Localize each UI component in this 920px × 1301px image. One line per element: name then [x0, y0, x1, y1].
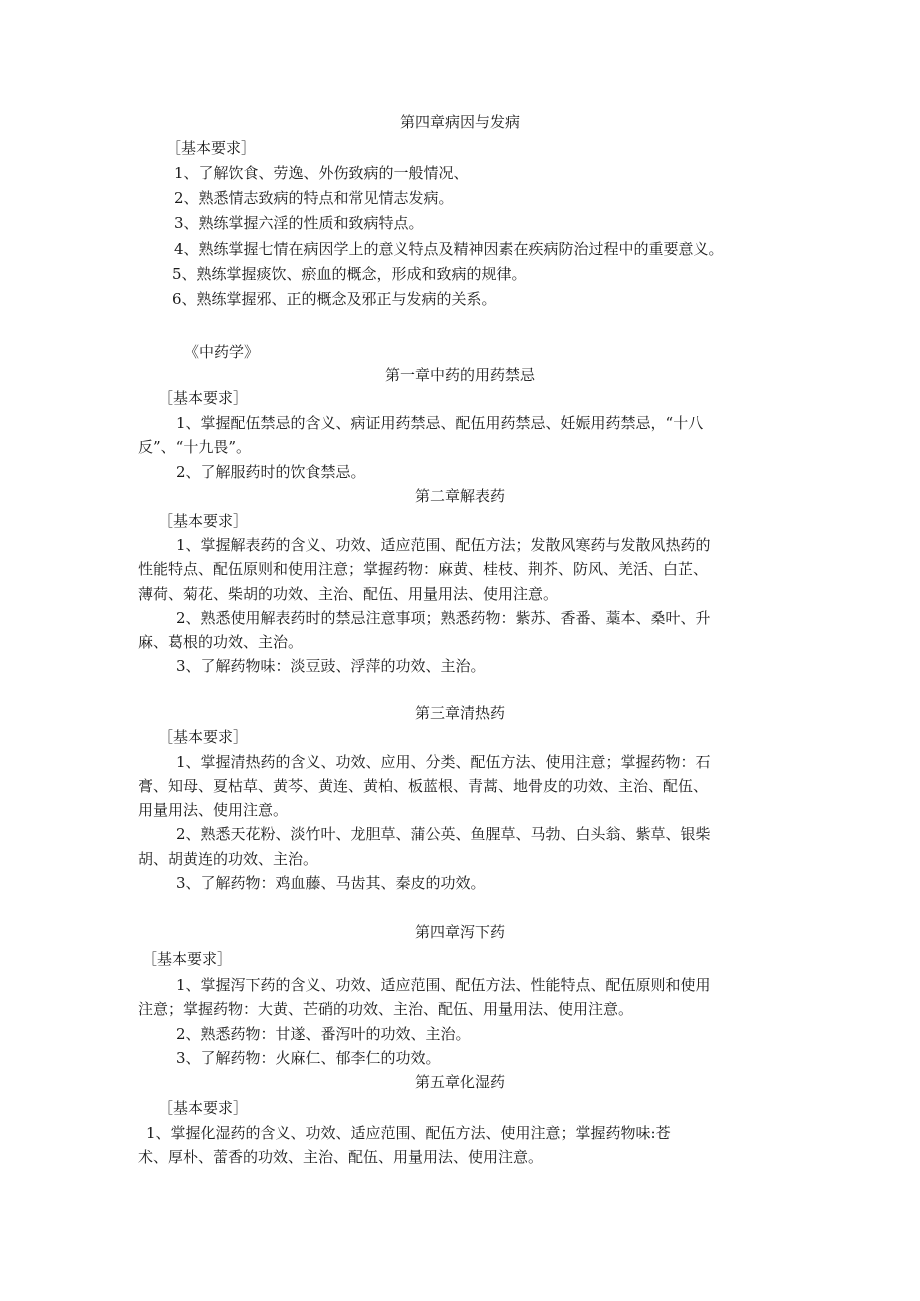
requirement-item: 5、熟练掌握痰饮、瘀血的概念，形成和致病的规律。 [172, 265, 527, 283]
paragraph-line: 3、了解药物：火麻仁、郁李仁的功效。 [176, 1049, 441, 1067]
paragraph-line: 膏、知母、夏枯草、黄芩、黄连、黄柏、板蓝根、青蒿、地骨皮的功效、主治、配伍、 [138, 777, 709, 795]
paragraph-line: 反”、“十九畏”。 [138, 438, 252, 456]
paragraph-line: 薄荷、菊花、柴胡的功效、主治、配伍、用量用法、使用注意。 [138, 585, 559, 603]
requirements-heading: ［基本要求］ [158, 728, 249, 746]
requirement-item: 4、熟练掌握七情在病因学上的意义特点及精神因素在疾病防治过程中的重要意义。 [174, 240, 724, 258]
requirement-item: 2、熟悉情志致病的特点和常见情志发病。 [174, 189, 454, 207]
chapter-title: 第二章解表药 [414, 487, 505, 505]
requirements-heading: ［基本要求］ [158, 389, 249, 407]
paragraph-line: 2、熟悉使用解表药时的禁忌注意事项；熟悉药物：紫苏、香番、藁本、桑叶、升 [176, 609, 711, 627]
chapter-title: 第四章病因与发病 [399, 113, 520, 131]
paragraph-line: 胡、胡黄连的功效、主治。 [138, 850, 319, 868]
requirement-item: 6、熟练掌握邪、正的概念及邪正与发病的关系。 [172, 290, 497, 308]
requirements-heading: ［基本要求］ [142, 950, 233, 968]
chapter-title: 第四章泻下药 [414, 923, 505, 941]
paragraph-line: 性能特点、配伍原则和使用注意；掌握药物：麻黄、桂枝、荆芥、防风、羌活、白芷、 [138, 560, 709, 578]
requirements-heading: ［基本要求］ [158, 1099, 249, 1117]
paragraph-line: 麻、葛根的功效、主治。 [138, 633, 304, 651]
chapter-title: 第三章清热药 [414, 704, 505, 722]
paragraph-line: 术、厚朴、蕾香的功效、主治、配伍、用量用法、使用注意。 [138, 1148, 544, 1166]
paragraph-line: 1、掌握配伍禁忌的含义、病证用药禁忌、配伍用药禁忌、妊娠用药禁忌，“十八 [176, 414, 704, 432]
requirements-heading: ［基本要求］ [166, 139, 257, 157]
book-title: 《中药学》 [184, 343, 260, 361]
paragraph-line: 2、了解服药时的饮食禁忌。 [176, 463, 366, 481]
paragraph-line: 1、掌握清热药的含义、功效、应用、分类、配伍方法、使用注意；掌握药物：石 [176, 753, 711, 771]
paragraph-line: 1、掌握泻下药的含义、功效、适应范围、配伍方法、性能特点、配伍原则和使用 [176, 976, 711, 994]
chapter-title: 第五章化湿药 [414, 1073, 505, 1091]
chapter-title: 第一章中药的用药禁忌 [384, 366, 535, 384]
paragraph-line: 注意；掌握药物：大黄、芒硝的功效、主治、配伍、用量用法、使用注意。 [138, 1000, 634, 1018]
paragraph-line: 2、熟悉药物：甘遂、番泻叶的功效、主治。 [176, 1025, 471, 1043]
requirement-item: 1、了解饮食、劳逸、外伤致病的一般情况、 [174, 164, 469, 182]
paragraph-line: 3、了解药物：鸡血藤、马齿其、秦皮的功效。 [176, 874, 486, 892]
paragraph-line: 1、掌握化湿药的含义、功效、适应范围、配伍方法、使用注意；掌握药物味:苍 [146, 1124, 671, 1142]
paragraph-line: 2、熟悉天花粉、淡竹叶、龙胆草、蒲公英、鱼腥草、马勃、白头翁、紫草、银柴 [176, 825, 711, 843]
requirements-heading: ［基本要求］ [158, 512, 249, 530]
paragraph-line: 3、了解药物味：淡豆豉、浮萍的功效、主治。 [176, 657, 486, 675]
paragraph-line: 1、掌握解表药的含义、功效、适应范围、配伍方法；发散风寒药与发散风热药的 [176, 536, 711, 554]
paragraph-line: 用量用法、使用注意。 [138, 801, 289, 819]
requirement-item: 3、熟练掌握六淫的性质和致病特点。 [174, 214, 424, 232]
